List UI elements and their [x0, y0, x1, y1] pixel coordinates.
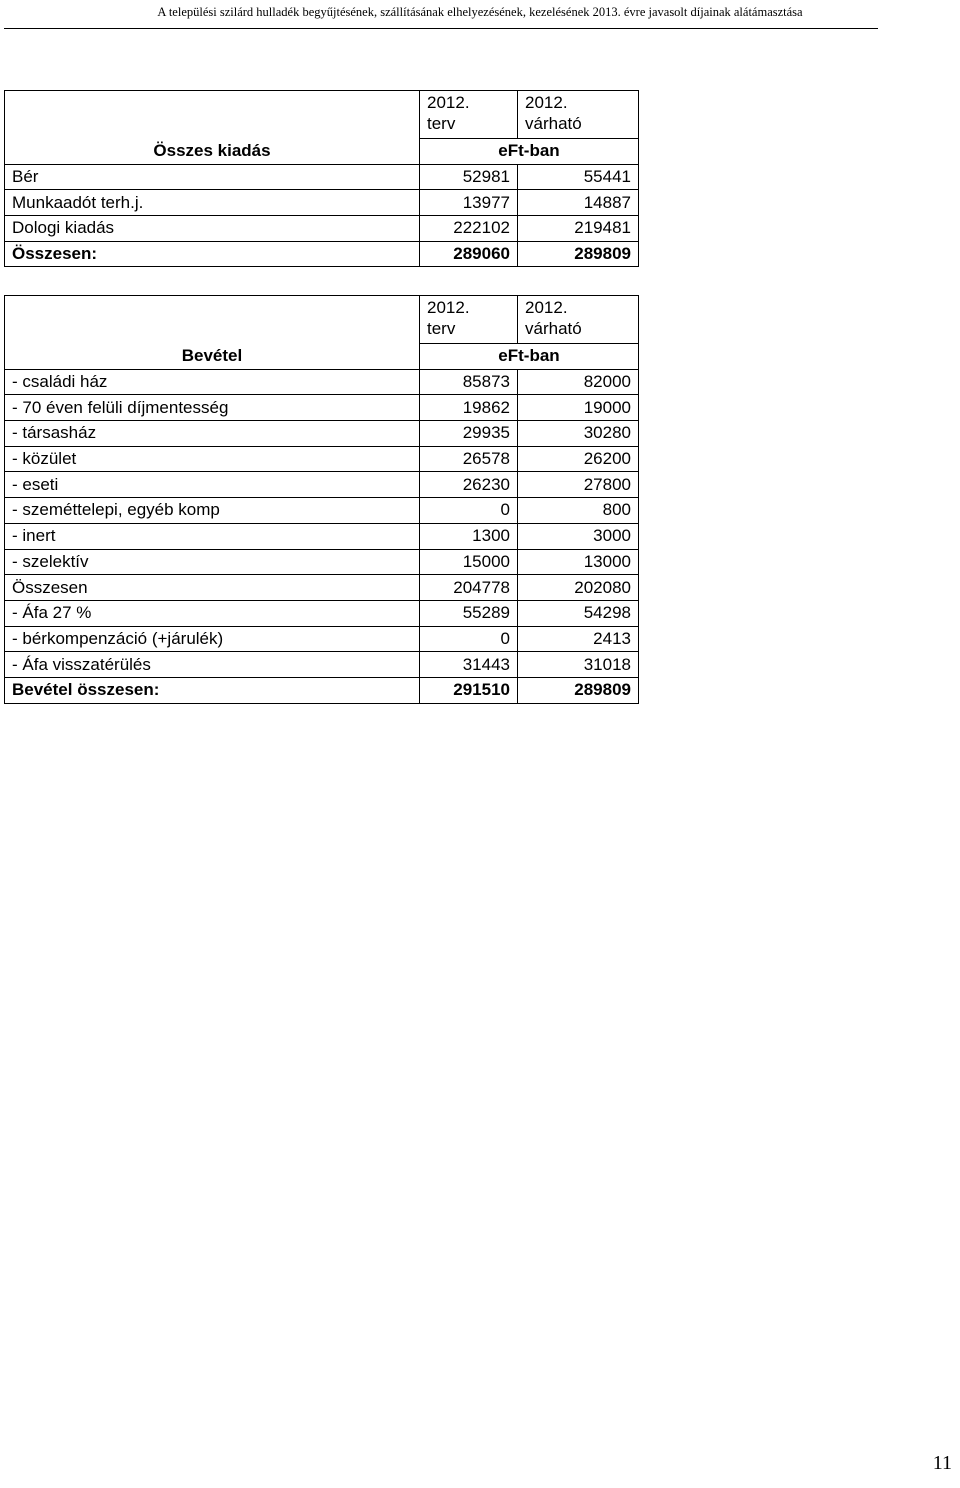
row-varhato-value: 30280: [518, 421, 639, 447]
table-row: [5, 164, 639, 190]
row-terv-value: 19862: [420, 395, 518, 421]
row-varhato-value: 14887: [518, 190, 639, 216]
row-varhato-value: 800: [518, 498, 639, 524]
row-varhato-value: 3000: [518, 523, 639, 549]
row-label: Munkaadót terh.j.: [5, 190, 420, 216]
col-year: 2012.: [427, 298, 470, 317]
row-label: - közület: [5, 446, 420, 472]
revenue-title-spacer: [5, 296, 420, 344]
row-label: Bevétel összesen:: [5, 677, 420, 703]
row-terv-value: 13977: [420, 190, 518, 216]
col-year: 2012.: [427, 93, 470, 112]
row-varhato-value: 289809: [518, 241, 639, 267]
table-row: [5, 216, 639, 242]
row-terv-value: 55289: [420, 600, 518, 626]
row-varhato-value: 55441: [518, 164, 639, 190]
row-terv-value: 222102: [420, 216, 518, 242]
row-label: - inert: [5, 523, 420, 549]
table-row: [5, 369, 639, 395]
row-varhato-value: 219481: [518, 216, 639, 242]
table-row: [5, 421, 639, 447]
expenses-title-spacer: [5, 91, 420, 139]
row-terv-value: 15000: [420, 549, 518, 575]
row-varhato-value: 31018: [518, 652, 639, 678]
table-row: [5, 523, 639, 549]
row-terv-value: 85873: [420, 369, 518, 395]
table-row: [5, 446, 639, 472]
row-label: - bérkompenzáció (+járulék): [5, 626, 420, 652]
row-label: Bér: [5, 164, 420, 190]
expenses-col-terv-header: [420, 91, 518, 139]
row-terv-value: 1300: [420, 523, 518, 549]
row-terv-value: 289060: [420, 241, 518, 267]
table-row: [5, 626, 639, 652]
row-terv-value: 204778: [420, 575, 518, 601]
row-label: - szeméttelepi, egyéb komp: [5, 498, 420, 524]
revenue-table: [4, 295, 639, 704]
revenue-rows: [5, 369, 639, 703]
row-varhato-value: 2413: [518, 626, 639, 652]
col-kind: terv: [427, 319, 456, 338]
row-terv-value: 31443: [420, 652, 518, 678]
revenue-title: Bevétel: [5, 344, 420, 370]
revenue-col-varhato-header: [518, 296, 639, 344]
running-header: A települési szilárd hulladék begyűjtésének, szállításának elhelyezésének, kezelésének 2013. évre javasolt díjainak alátámasztása: [157, 5, 803, 19]
table-row: [5, 600, 639, 626]
row-varhato-value: 19000: [518, 395, 639, 421]
row-label: - családi ház: [5, 369, 420, 395]
row-varhato-value: 54298: [518, 600, 639, 626]
row-label: - eseti: [5, 472, 420, 498]
expenses-title: Összes kiadás: [5, 139, 420, 165]
expenses-rows: [5, 164, 639, 267]
row-label: - Áfa 27 %: [5, 600, 420, 626]
table-row: [5, 677, 639, 703]
page-number: 11: [932, 1452, 952, 1474]
row-terv-value: 52981: [420, 164, 518, 190]
col-kind: várható: [525, 319, 582, 338]
row-label: - Áfa visszatérülés: [5, 652, 420, 678]
col-kind: várható: [525, 114, 582, 133]
row-label: - 70 éven felüli díjmentesség: [5, 395, 420, 421]
table-row: [5, 190, 639, 216]
expenses-unit: eFt-ban: [420, 139, 639, 165]
row-varhato-value: 202080: [518, 575, 639, 601]
row-label: Dologi kiadás: [5, 216, 420, 242]
row-varhato-value: 82000: [518, 369, 639, 395]
row-terv-value: 26230: [420, 472, 518, 498]
revenue-col-terv-header: [420, 296, 518, 344]
col-year: 2012.: [525, 93, 568, 112]
row-varhato-value: 27800: [518, 472, 639, 498]
header-rule: [4, 28, 878, 29]
row-label: - társasház: [5, 421, 420, 447]
table-row: [5, 472, 639, 498]
row-label: - szelektív: [5, 549, 420, 575]
row-varhato-value: 13000: [518, 549, 639, 575]
row-terv-value: 26578: [420, 446, 518, 472]
row-terv-value: 0: [420, 498, 518, 524]
table-row: [5, 241, 639, 267]
row-label: Összesen:: [5, 241, 420, 267]
col-year: 2012.: [525, 298, 568, 317]
revenue-unit: eFt-ban: [420, 344, 639, 370]
table-row: [5, 652, 639, 678]
row-label: Összesen: [5, 575, 420, 601]
row-varhato-value: 26200: [518, 446, 639, 472]
table-row: [5, 498, 639, 524]
row-varhato-value: 289809: [518, 677, 639, 703]
table-row: [5, 575, 639, 601]
col-kind: terv: [427, 114, 456, 133]
expenses-col-varhato-header: [518, 91, 639, 139]
table-row: [5, 395, 639, 421]
row-terv-value: 29935: [420, 421, 518, 447]
expenses-table: [4, 90, 639, 267]
row-terv-value: 0: [420, 626, 518, 652]
row-terv-value: 291510: [420, 677, 518, 703]
table-row: [5, 549, 639, 575]
